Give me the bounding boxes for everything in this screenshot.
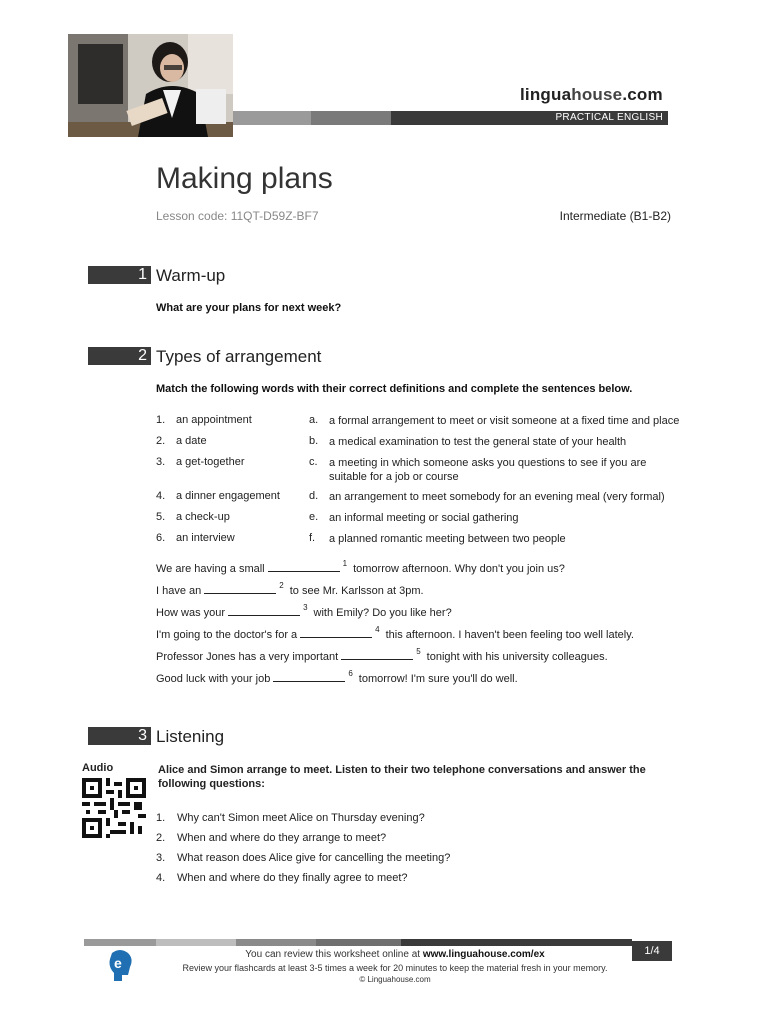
sentence-row bbox=[156, 649, 634, 671]
answer-blank[interactable] bbox=[268, 561, 340, 572]
answer-blank[interactable] bbox=[228, 605, 300, 616]
svg-text:e: e bbox=[114, 955, 122, 971]
answer-blank[interactable] bbox=[204, 583, 276, 594]
sentence-row bbox=[156, 605, 634, 627]
list-item bbox=[156, 532, 686, 553]
item-letter: d. bbox=[309, 490, 319, 502]
item-word: a dinner engagement bbox=[176, 490, 280, 502]
brand-logo bbox=[520, 85, 663, 105]
item-definition: a medical examination to test the general state of your health bbox=[329, 436, 627, 448]
list-item bbox=[156, 850, 450, 870]
footer-flashcards-line: Review your flashcards at least 3-5 times a week for 20 minutes to keep the material fresh in your memory. bbox=[182, 963, 608, 973]
answer-blank[interactable] bbox=[341, 649, 413, 660]
sentence-start: Professor Jones has a very important bbox=[156, 651, 339, 663]
item-letter: b. bbox=[309, 435, 319, 447]
item-letter: f. bbox=[309, 532, 316, 544]
businesswoman-photo-icon bbox=[68, 34, 233, 137]
list-item bbox=[156, 414, 686, 435]
sentence-start: How was your bbox=[156, 607, 226, 619]
sentence-end: tomorrow! I'm sure you'll do well. bbox=[358, 673, 518, 685]
question-number: 1. bbox=[156, 812, 166, 824]
header-photo bbox=[68, 34, 233, 137]
sentence-end: to see Mr. Karlsson at 3pm. bbox=[289, 585, 424, 597]
footer-stripe bbox=[84, 939, 632, 946]
question-number: 2. bbox=[156, 832, 166, 844]
question-number: 3. bbox=[156, 852, 166, 864]
level-label: Intermediate (B1-B2) bbox=[559, 209, 671, 223]
question-text: When and where do they arrange to meet? bbox=[177, 832, 387, 844]
section-1-instruction: What are your plans for next week? bbox=[156, 302, 342, 314]
sentence-start: I have an bbox=[156, 585, 202, 597]
sentence-end: tomorrow afternoon. Why don't you join us? bbox=[353, 563, 565, 575]
item-word: an interview bbox=[176, 532, 235, 544]
item-word: a date bbox=[176, 435, 207, 447]
section-1-title: Warm-up bbox=[156, 266, 226, 285]
sentence-start: We are having a small bbox=[156, 563, 265, 575]
blank-number: 3 bbox=[303, 603, 308, 612]
page-number: 1/4 bbox=[632, 941, 672, 961]
sentence-start: Good luck with your job bbox=[156, 673, 271, 685]
question-text: Why can't Simon meet Alice on Thursday evening? bbox=[177, 812, 425, 824]
list-item bbox=[156, 830, 450, 850]
list-item bbox=[156, 870, 450, 890]
audio-label: Audio bbox=[82, 762, 114, 774]
sentence-start: I'm going to the doctor's for a bbox=[156, 629, 298, 641]
section-1-number: 1 bbox=[88, 266, 151, 284]
section-3-number: 3 bbox=[88, 727, 151, 745]
section-2-instruction: Match the following words with their correct definitions and complete the sentences below. bbox=[156, 383, 633, 395]
blank-number: 6 bbox=[348, 669, 353, 678]
footer-copyright bbox=[140, 975, 650, 984]
item-definition: an informal meeting or social gathering bbox=[329, 512, 519, 524]
sentence-row bbox=[156, 627, 634, 649]
item-number: 1. bbox=[156, 414, 166, 426]
question-list bbox=[156, 810, 450, 890]
item-word: an appointment bbox=[176, 414, 252, 426]
brand-part-lingua: lingua bbox=[520, 85, 572, 104]
linguahouse-logo-icon bbox=[106, 949, 134, 983]
list-item bbox=[156, 511, 686, 532]
gap-fill-sentences bbox=[156, 561, 634, 693]
footer-review-line bbox=[160, 949, 630, 960]
question-text: What reason does Alice give for cancelling the meeting? bbox=[177, 852, 451, 864]
question-number: 4. bbox=[156, 872, 166, 884]
brand-part-com: .com bbox=[622, 85, 663, 104]
matching-list bbox=[156, 414, 686, 553]
blank-number: 1 bbox=[342, 559, 348, 568]
footer-url-link[interactable]: www.linguahouse.com/ex bbox=[422, 949, 545, 960]
blank-number: 4 bbox=[375, 625, 380, 634]
item-word: a get-together bbox=[176, 456, 245, 468]
sentence-row bbox=[156, 561, 634, 583]
section-2-title: Types of arrangement bbox=[156, 347, 322, 366]
item-number: 4. bbox=[156, 490, 166, 502]
section-3-title: Listening bbox=[156, 727, 225, 746]
item-number: 5. bbox=[156, 511, 166, 523]
page-title: Making plans bbox=[156, 162, 333, 195]
copyright-icon: © bbox=[359, 975, 366, 984]
list-item bbox=[156, 490, 686, 511]
blank-number: 5 bbox=[416, 647, 421, 656]
sentence-end: with Emily? Do you like her? bbox=[313, 607, 452, 619]
item-letter: e. bbox=[309, 511, 319, 523]
item-definition: an arrangement to meet somebody for an evening meal (very formal) bbox=[329, 491, 665, 503]
item-definition: a meeting in which someone asks you questions to see if you are suitable for a job or course bbox=[329, 457, 647, 483]
item-number: 2. bbox=[156, 435, 166, 447]
item-word: a check-up bbox=[176, 511, 230, 523]
question-text: When and where do they finally agree to meet? bbox=[177, 872, 408, 884]
footer-copyright-text: Linguahouse.com bbox=[367, 975, 431, 984]
sentence-end: tonight with his university colleagues. bbox=[426, 651, 608, 663]
item-letter: c. bbox=[309, 456, 318, 468]
list-item bbox=[156, 810, 450, 830]
blank-number: 2 bbox=[279, 581, 284, 590]
sentence-row bbox=[156, 583, 634, 605]
section-2-number: 2 bbox=[88, 347, 151, 365]
section-3-instruction: Alice and Simon arrange to meet. Listen to their two telephone conversations and answer the following questions: bbox=[158, 764, 646, 790]
tagline: PRACTICAL ENGLISH bbox=[555, 112, 663, 123]
sentence-end: this afternoon. I haven't been feeling too well lately. bbox=[385, 629, 634, 641]
list-item bbox=[156, 456, 686, 490]
item-definition: a planned romantic meeting between two people bbox=[329, 533, 566, 545]
answer-blank[interactable] bbox=[273, 671, 345, 682]
item-definition: a formal arrangement to meet or visit someone at a fixed time and place bbox=[329, 415, 680, 427]
item-number: 3. bbox=[156, 456, 166, 468]
sentence-row bbox=[156, 671, 634, 693]
item-number: 6. bbox=[156, 532, 166, 544]
qr-code-icon[interactable] bbox=[82, 778, 146, 838]
lesson-code: Lesson code: 11QT-D59Z-BF7 bbox=[156, 209, 319, 223]
brand-part-house: house bbox=[571, 85, 623, 104]
item-letter: a. bbox=[309, 414, 319, 426]
list-item bbox=[156, 435, 686, 456]
footer-review-text: You can review this worksheet online at bbox=[245, 949, 423, 960]
answer-blank[interactable] bbox=[300, 627, 372, 638]
